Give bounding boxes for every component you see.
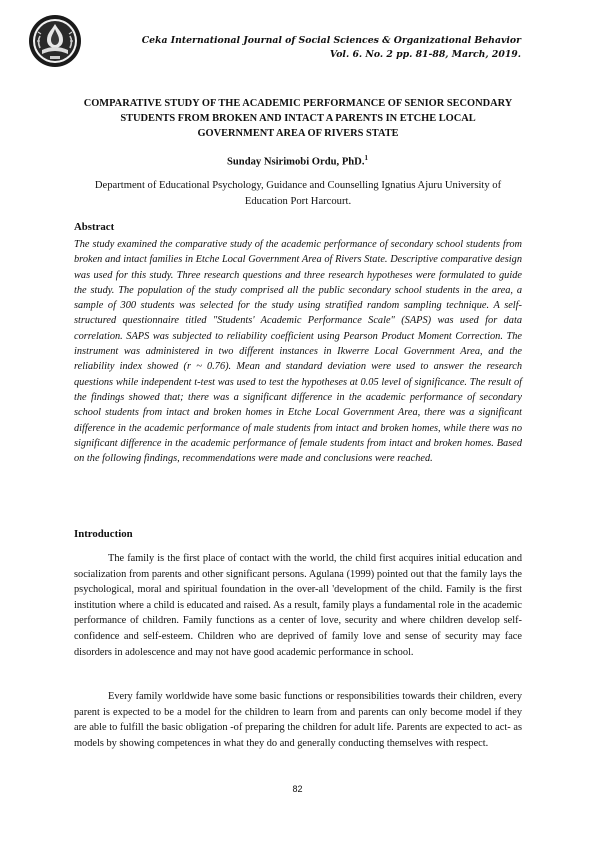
- journal-name: Ceka International Journal of Social Sciences & Organizational Behavior: [141, 35, 521, 46]
- article-title: COMPARATIVE STUDY OF THE ACADEMIC PERFORMANCE OF SENIOR SECONDARY STUDENTS FROM BROKEN AND INTACT A PARENTS IN ETCHE LOCAL GOVERNMENT AREA OF RIVERS STATE: [83, 98, 513, 139]
- introduction-paragraph-2: Every family worldwide have some basic functions or responsibilities towards their children, every parent is expected to be a model for the children to learn from and parents can only become model if they are able to fulfill the basic obligation -of preparing the children for adult life. Parents are expected to act- as models by showing competences in what they do and generally conducting themselves with respect.: [74, 691, 522, 749]
- author-name: Sunday Nsirimobi Ordu, PhD.: [227, 156, 365, 168]
- introduction-heading: Introduction: [74, 528, 133, 540]
- author-line: [0, 151, 595, 170]
- abstract-heading: Abstract: [74, 221, 115, 233]
- journal-logo-emblem: [28, 14, 82, 68]
- introduction-paragraph-1: The family is the first place of contact with the world, the child first acquires initial education and socialization from parents and other significant persons. Agulana (1999) pointed out that the family lays the psychological, moral and spiritual foundation in the over-all 'development of the child. Family is the first institution where a child is educated and raised. As a result, family plays a fundamental role in the academic performance of children. Family functions as a center of love, security and where children develop self-confidence and self-esteem. Children who are deprived of family love and sense of security may face disorders in adolescence and may not have good academic performance in school.: [74, 553, 522, 658]
- page-number: 82: [292, 784, 303, 794]
- journal-volume: Vol. 6. No. 2 pp. 81-88, March, 2019.: [329, 49, 521, 60]
- journal-header: [142, 34, 521, 62]
- author-affiliation: Department of Educational Psychology, Guidance and Counselling Ignatius Ajuru University of Education Port Harcourt.: [94, 180, 502, 207]
- author-affiliation-marker: 1: [364, 154, 368, 162]
- abstract-text: The study examined the comparative study of the academic performance of secondary school students from broken and intact families in Etche Local Government Area of Rivers State. Descriptive comparative design was used for this study. Three research questions and three research hypotheses were formulated to guide the study. The population of the study comprised all the public secondary school students in the area, a sample of 300 students was selected for the study using stratified random sampling technique. A self-structured questionnaire titled "Students' Academic Performance Scale" (SAPS) was used for data correlation. SAPS was subjected to reliability coefficient using Pearson Product Moment Correction. The instrument was administered in two different instances in Ikwerre Local Government Area, and the reliability index showed (r ~ 0.76). Mean and standard deviation were used to answer the research questions while independent t-test was used to test the hypotheses at 0.05 level of significance. The result of the findings showed that; there was a significant difference in the academic performance of secondary school students from intact and broken homes in Etche Local Government Area, there was a significant difference in the academic performance of male students from intact and broken homes, while there was no significant difference in the academic performance of female students from intact and broken homes. Based on the following findings, recommendations were made and conclusions were reached.: [74, 239, 522, 465]
